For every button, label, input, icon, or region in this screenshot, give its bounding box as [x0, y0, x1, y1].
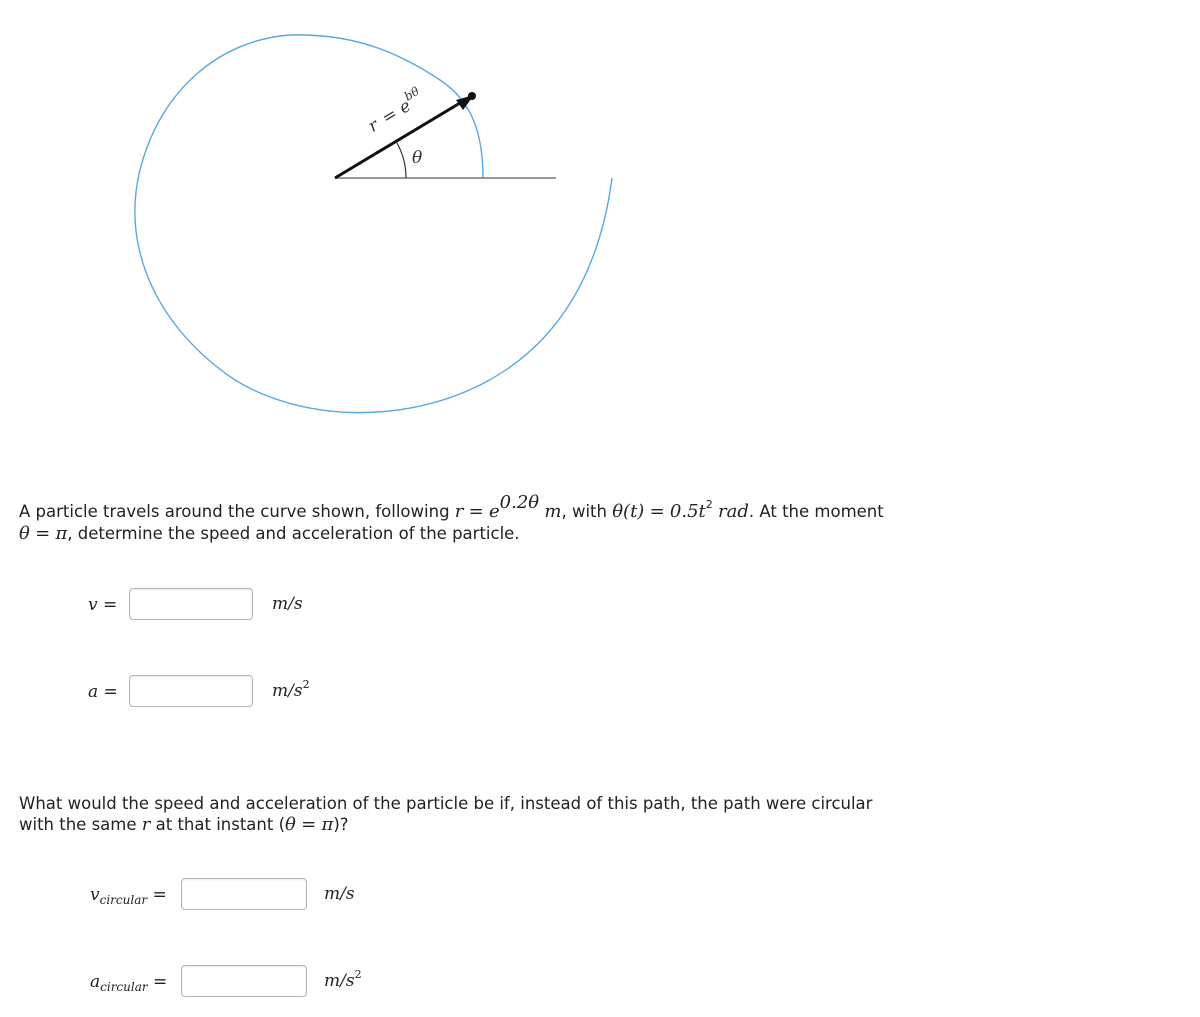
spiral-figure: [0, 0, 1200, 470]
unit-rad: rad: [718, 501, 749, 522]
theta-equals: =: [649, 501, 665, 522]
question-2-text: What would the speed and acceleration of the particle be if, instead of this path, the path were circular: [19, 794, 873, 813]
unit-circular-acceleration: $m/s^2$: [324, 968, 362, 991]
acceleration-input[interactable]: [129, 675, 253, 707]
radius-label-exponent: bθ: [401, 83, 422, 104]
question-2-line-1: [19, 793, 872, 815]
radius-label-lhs: r: [364, 115, 383, 137]
theta-coefficient: 0.5t: [669, 501, 706, 522]
eq-equals: =: [468, 501, 484, 522]
question-2-theta: θ: [285, 814, 296, 835]
theta-power: 2: [705, 498, 713, 511]
answer-row-a: [0, 674, 400, 710]
eq-r: r: [454, 501, 464, 522]
label-v: v =: [88, 595, 118, 615]
eq-exponent: 0.2θ: [499, 492, 540, 513]
circular-speed-input[interactable]: [181, 878, 307, 910]
question-1-determine: , determine the speed and acceleration of the particle.: [67, 524, 520, 543]
question-2-instant: at that instant (: [155, 815, 286, 834]
radius-label-equals: =: [378, 104, 402, 129]
unit-meter: m: [544, 501, 562, 522]
answer-row-a-circular: [0, 964, 420, 1000]
question-1-with: , with: [561, 502, 607, 521]
answer-row-v-circular: [0, 877, 420, 913]
label-a-circular: $a_{circular}$ =: [90, 972, 168, 994]
unit-circular-speed: m/s: [324, 884, 355, 904]
question-2-pi: π: [321, 814, 334, 835]
circular-acceleration-input[interactable]: [181, 965, 307, 997]
question-2-line-2: [19, 814, 349, 836]
speed-input[interactable]: [129, 588, 253, 620]
question-2-equals: =: [301, 814, 317, 835]
theta-function: θ(t): [612, 501, 645, 522]
question-1-line-1: [19, 492, 884, 523]
label-v-circular: $v_{circular}$ =: [90, 885, 167, 907]
particle-dot: [468, 92, 476, 100]
question-2-close: )?: [333, 815, 349, 834]
spiral-curve: [135, 35, 612, 413]
unit-speed: m/s: [272, 594, 303, 614]
radius-label-base: e: [395, 95, 415, 119]
line2-pi: π: [55, 523, 68, 544]
question-1-line-2: [19, 523, 520, 545]
line2-theta: θ: [19, 523, 30, 544]
answer-row-v: [0, 587, 400, 623]
question-2-r: r: [141, 814, 151, 835]
question-1-text: A particle travels around the curve shown, following: [19, 502, 450, 521]
question-1-moment: . At the moment: [748, 502, 884, 521]
line2-equals: =: [35, 523, 51, 544]
label-a: a =: [88, 682, 118, 702]
angle-arc: [397, 143, 406, 178]
eq-base: e: [489, 501, 500, 522]
unit-acceleration: $m/s^2$: [272, 678, 310, 701]
angle-label: θ: [412, 148, 423, 168]
question-2-same: with the same: [19, 815, 137, 834]
